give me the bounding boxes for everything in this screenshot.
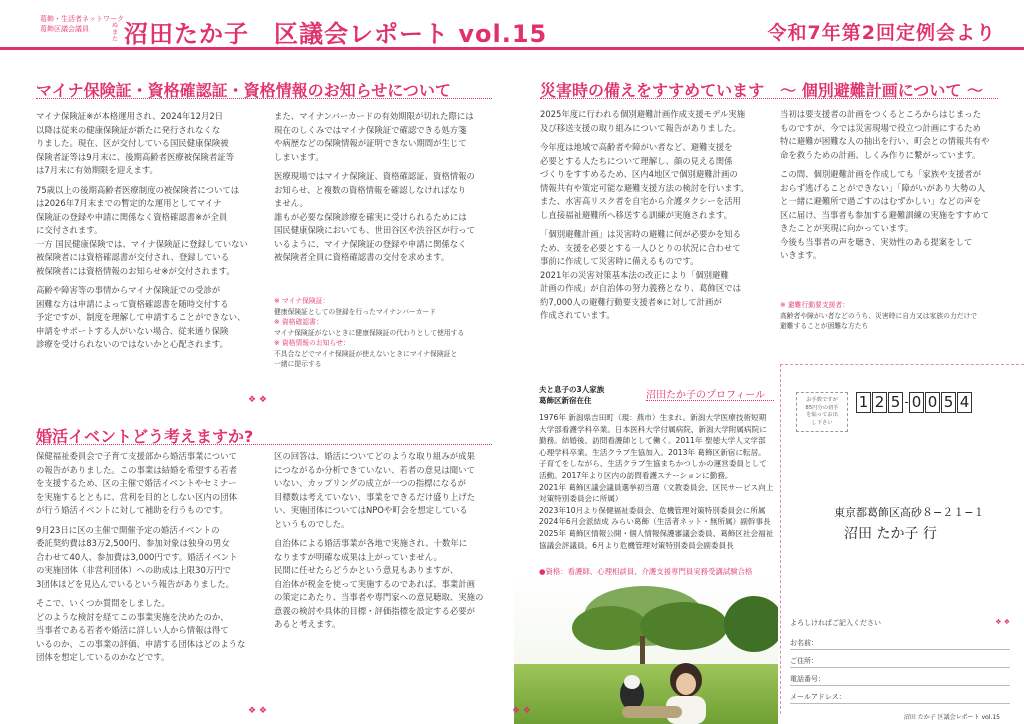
divider-ornament: ❖ ❖	[248, 706, 267, 716]
profile-caption: 夫と息子の3人家族 葛飾区新宿在住	[539, 385, 605, 405]
zip-digit: 4	[957, 392, 972, 413]
page-header	[0, 0, 1024, 50]
profile-underline	[646, 400, 774, 401]
zip-digit: 5	[888, 392, 903, 413]
postal-code-boxes	[856, 392, 973, 413]
mynumber-column-2: また、マイナンバーカードの有効期限が切れた際には 現在のしくみではマイナ保険証で確認できる処方箋 や病歴などの保険情報が証明できない期間が生じて しまいます。 医療現場ではマイナ保険証、資格確認証、資格情報の お知らせ、と複数の資格情報を確認しなければなり ません。 誰もが必要な保険診療を確実に受けられるためには 国民健康保険においても、世田谷区や渋谷区が行って いるように、マイナ保険証の登録や申請に関係なく 被保険者全員に資格確認書の交付を求めます。	[274, 111, 475, 262]
section-title-mynumber: マイナ保険証・資格確認証・資格情報のお知らせについて	[36, 81, 451, 100]
konkatsu-column-1: 保健福祉委員会で子育て支援部から婚活事業について の報告がありました。この事業は結婚を希望する若者 を支援するため、区の主催で婚活イベントやセミナー を実施するとともに、営利を目的としない区内の団体 が行う婚活イベントに対して補助を行うものです。 9月23日に区の主催で開催予定の婚活イベントの 委託契約費は83万2,500円、参加対象は独身の男女 合わせて40人、参加費は3,000円です。婚活イベント の実施団体（非営利団体）への助成は上限30万円で 3団体ほどを見込んでいるという報告がありました。 そこで、いくつか質問をしました。 どのような検討を経てこの事業実施を決めたのか、 当事者である若者や婚活に詳しい人から情報は得て いるのか、この事業の評価、申請する団体はどのような 団体を想定しているのかなどです。	[36, 451, 246, 662]
session-label: 令和7年第2回定例会より	[767, 22, 996, 44]
park-photo	[514, 576, 778, 724]
divider-ornament: ❖ ❖	[512, 706, 531, 716]
divider-ornament: ❖ ❖	[248, 395, 267, 405]
address-field[interactable]: ご住所：	[790, 650, 1010, 668]
evacuation-column-2: 当初は要支援者の計画をつくるところからはじまった ものですが、今では災害現場で役立つ計画にするため 特に避難が困難な人の抽出を行い、町会との情報共有や 命を救うための計画、しくみ作りに繋がっています。 この間、個別避難計画を作成しても「家族や支援者が おらず逃げることができない」「障がいがあり大勢の人 と一緒に避難所で過ごすのはむずかしい」などの声を 区に届け、当事者も参加する避難訓練の実施をすすめて きたことが実現に向かっています。 今後も当事者の声を聴き、実効性のある提案をして いきます。	[780, 109, 990, 260]
section-title-konkatsu: 婚活イベントどう考えますか?	[36, 427, 254, 446]
section-divider	[36, 444, 492, 445]
section-title-evacuation: 災害時の備えをすすめています 〜 個別避難計画について 〜	[540, 81, 983, 100]
mynumber-notes: ※ マイナ保険証： 健康保険証としての登録を行ったマイナンバーカード ※ 資格確認書： マイナ保険証がないときに健康保険証の代わりとして使用する ※ 資格情報のお知らせ： 不具合などでマイナ保険証が使えないときにマイナ保険証と 一緒に提示する	[274, 297, 465, 368]
profile-extras: ●資格：看護師、心理相談員、介護支援専門員実務受講試験合格	[539, 567, 753, 576]
profile-photo	[514, 576, 778, 724]
form-title: よろしければご記入ください	[790, 619, 881, 627]
postal-address: 東京都葛飾区高砂８−２１−１	[834, 506, 985, 519]
phone-field[interactable]: 電話番号：	[790, 668, 1010, 686]
email-field[interactable]: メールアドレス：	[790, 686, 1010, 704]
profile-title: 沼田たか子のプロフィール	[646, 390, 765, 401]
zip-digit: 0	[925, 392, 940, 413]
reply-form: よろしければご記入ください ❖ ❖ お名前： ご住所： 電話番号： メールアドレス：	[790, 618, 1010, 704]
evacuation-column-1: 2025年度に行われる個別避難計画作成支援モデル実施 及び移送支援の取り組みについて報告がありました。 今年度は地域で高齢者や障がい者など、避難支援を 必要とする人たちについて理解し、顔の見える関係 づくりをすすめるため、区内4地区で個別避難計画の 情報共有や策定可能な避難支援方法の検討を行います。 また、水害高リスク者を自宅から介護タクシーを活用 し直接福祉避難所へ移送する訓練が実施されます。 「個別避難計画」は災害時の避難に何が必要かを知る ため、支援を必要とする一人ひとりの状況に合わせて 事前に作成して災害時に備えるものです。 2021年の災害対策基本法の改正により「個別避難 計画の作成」が自治体の努力義務となり、葛飾区では 約7,000人の避難行動要支援者※に対して計画が 作成されています。	[540, 109, 749, 320]
cut-line-horizontal	[780, 364, 1024, 365]
profile-text: 1976年 新潟県吉田町（現：燕市）生まれ。新潟大学医療技術短期 大学部看護学科卒業。日本医科大学付属病院、新潟大学附属病院に 勤務。結婚後、訪問看護師として働く。2011年 聖徳大学人文学部 心理学科卒業。生活クラブ生協加入。2013年 葛飾区新宿に転居。 子育てをしながら、生活クラブ生協まちかつしかの運営委員として 活動。2017年より区内の訪問看護ステーションに勤務。 2021年 葛飾区議会議員選挙初当選（文教委員会、区民サービス向上 対策特別委員会に所属） 2023年10月より保健福祉委員会、危機管理対策特別委員会に所属 2024年6月会派結成 みらい葛飾（生活者ネット・無所属）副幹事長 2025年 葛飾区情報公開・個人情報保護審議会委員、葛飾区社会福祉 協議会評議員。6月より危機管理対策特別委員会副委員長	[539, 413, 774, 550]
zip-digit: 2	[872, 392, 887, 413]
zip-digit: 0	[909, 392, 924, 413]
konkatsu-column-2: 区の回答は、婚活についてどのような取り組みが成果 につながるか分析できていない、若者の意見は聞いて いない、カップリングの成立が一つの指標になるが 目標数は考えていない、事業をできるだけ盛り上げた い、実施団体についてはNPOや町会を想定している というものでした。 自治体による婚活事業が各地で実施され、十数年に なりますが明確な成果は上がっていません。 民間に任せたらどうかという意見もありますが、 自治体が税金を使って実施するのであれば、事業計画 の策定にあたり、当事者や専門家への意見聴取、実施の 意義の検討や具体的目標・評価指標を設定する必要が あると考えます。	[274, 451, 484, 629]
header-affiliation: 葛飾・生活者ネットワーク 葛飾区議会議員	[40, 15, 124, 33]
name-furigana: ぬまた	[112, 22, 119, 43]
section-divider	[540, 98, 998, 99]
mynumber-column-1: マイナ保険証※が本格運用され、2024年12月2日 以降は従来の健康保険証が新たに発行されなくな りました。現在、区が交付している国民健康保険被 保険者証等は9月末に、後期高齢者医療被保険者証等 は7月末に有効期限を迎えます。 75歳以上の後期高齢者医療制度の被保険者については は2026年7月末までの暫定的な運用としてマイナ 保険証の登録や申請に関係なく資格確認書※が全員 に交付されます。 一方 国民健康保険では、マイナ保険証に登録していない 被保険者には資格確認書が交付され、登録している 被保険者には資格情報のお知らせ※が交付されます。 高齢や障害等の事情からマイナ保険証での受診が 困難な方は申請によって資格確認書を随時交付する 予定ですが、制度を理解して申請することができない、 申請をサポートする人がいない場合、従来通り保険 診療を受けられないのではないかと心配されます。	[36, 111, 248, 349]
recipient-name: 沼田 たか子 行	[844, 526, 937, 542]
zip-digit: 5	[941, 392, 956, 413]
evacuation-note: ※ 避難行動要支援者： 高齢者や障がい者などのうち、災害時に自力又は家族の力だけで 避難することが困難な方たち	[780, 301, 978, 330]
stamp-area: お手数ですが 85円分の切手 を貼ってお出 し下さい	[796, 392, 848, 432]
cut-line-vertical	[780, 364, 781, 714]
name-field[interactable]: お名前：	[790, 632, 1010, 650]
zip-digit: 1	[856, 392, 871, 413]
report-title: 沼田たか子 区議会レポート vol.15	[124, 20, 548, 48]
page-footer: 沼田 たか子 区議会レポート vol.15	[903, 714, 1000, 721]
section-divider	[36, 98, 492, 99]
